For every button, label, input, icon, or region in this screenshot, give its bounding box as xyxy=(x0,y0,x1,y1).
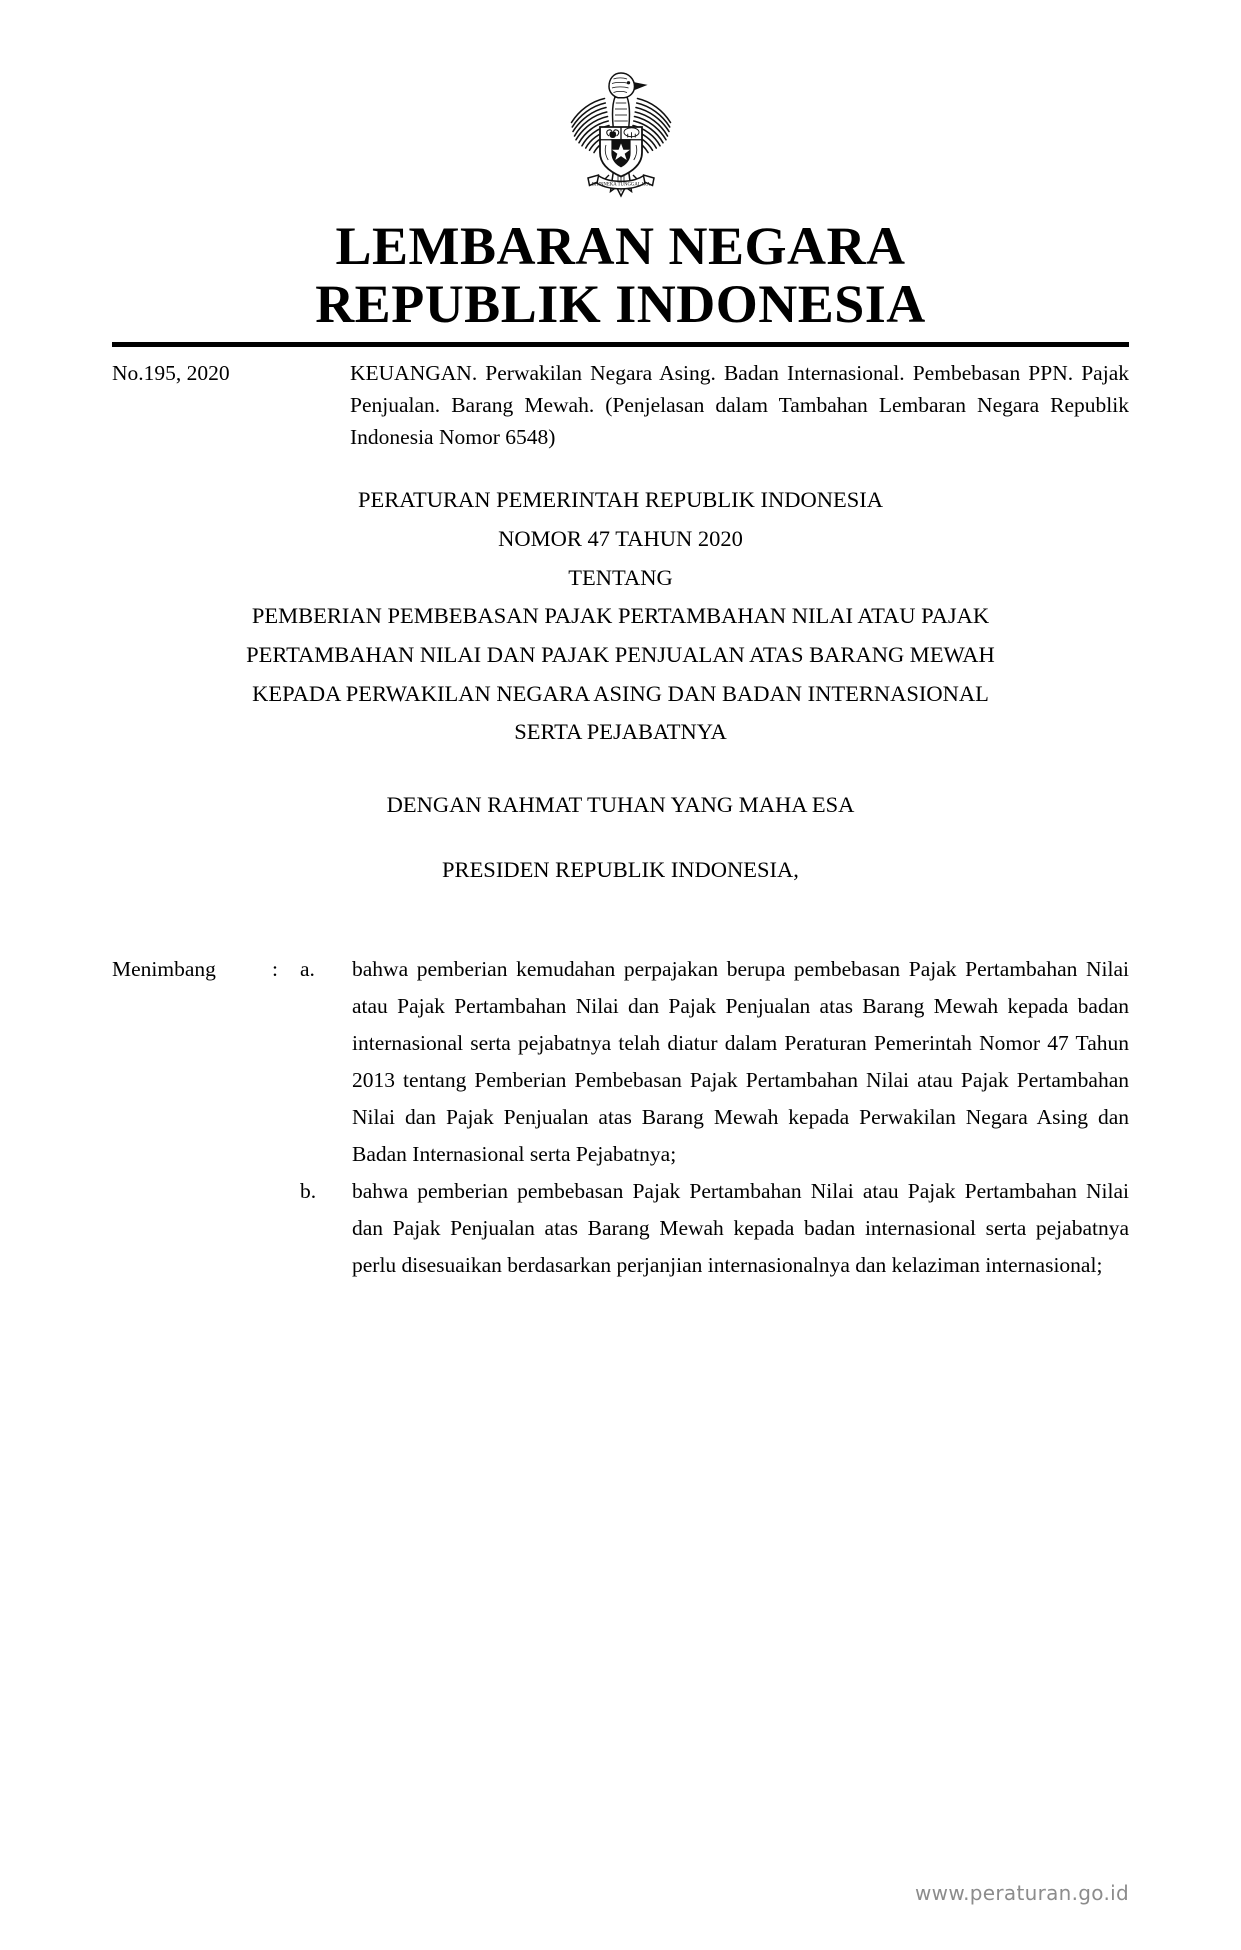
footer-watermark: www.peraturan.go.id xyxy=(915,1881,1129,1905)
list-item-text: bahwa pemberian kemudahan perpajakan berupa pembebasan Pajak Pertambahan Nilai atau Pajak Pertambahan Nilai dan Pajak Penjualan atas Barang Mewah kepada badan internasional serta pejabatnya telah diatur dalam Peraturan Pemerintah Nomor 47 Tahun 2013 tentang Pemberian Pembebasan Pajak Pertambahan Nilai atau Pajak Pertambahan Nilai dan Pajak Penjualan atas Barang Mewah kepada Perwakilan Negara Asing dan Badan Internasional serta Pejabatnya; xyxy=(352,957,1129,1167)
considerations-colon: : xyxy=(272,957,278,982)
svg-text:BHINNEKA TUNGGAL IKA: BHINNEKA TUNGGAL IKA xyxy=(591,182,650,188)
title-spacer-2 xyxy=(0,825,1241,851)
catalog-subjects xyxy=(350,357,1129,454)
list-item-body xyxy=(352,1173,1129,1284)
masthead-line-1: LEMBARAN NEGARA xyxy=(335,216,906,276)
president-line: PRESIDEN REPUBLIK INDONESIA, xyxy=(442,856,799,882)
list-item xyxy=(300,1173,1129,1284)
list-item xyxy=(300,951,1129,1173)
blessing-line: DENGAN RAHMAT TUHAN YANG MAHA ESA xyxy=(386,792,855,818)
garuda-pancasila-emblem xyxy=(546,58,696,208)
masthead-line-2: REPUBLIK INDONESIA xyxy=(315,273,926,334)
regulation-subject-line-3: KEPADA PERWAKILAN NEGARA ASING DAN BADAN INTERNASIONAL xyxy=(252,680,989,706)
regulation-number: NOMOR 47 TAHUN 2020 xyxy=(498,525,743,551)
regulation-subject-line-1: PEMBERIAN PEMBEBASAN PAJAK PERTAMBAHAN NILAI ATAU PAJAK xyxy=(251,603,990,629)
catalog-header xyxy=(0,347,1241,454)
considerations-label: Menimbang xyxy=(112,957,216,982)
considerations-section xyxy=(0,951,1241,1284)
emblem-container xyxy=(0,0,1241,208)
list-item-marker: b. xyxy=(300,1179,317,1204)
catalog-number: No.195, 2020 xyxy=(112,360,230,385)
regulation-subject-line-2: PERTAMBAHAN NILAI DAN PAJAK PENJUALAN ATAS BARANG MEWAH xyxy=(246,642,995,668)
regulation-subject-line-4: SERTA PEJABATNYA xyxy=(514,719,727,745)
regulation-about-label: TENTANG xyxy=(568,564,673,590)
considerations-items xyxy=(300,951,1129,1284)
regulation-authority: PERATURAN PEMERINTAH REPUBLIK INDONESIA xyxy=(357,487,884,513)
catalog-subjects-text: KEUANGAN. Perwakilan Negara Asing. Badan Internasional. Pembebasan PPN. Pajak Penjualan. Barang Mewah. (Penjelasan dalam Tambahan Lembaran Negara Republik Indonesia Nomor 6548) xyxy=(350,360,1129,450)
title-block xyxy=(0,481,1241,889)
list-item-body xyxy=(352,951,1129,1173)
title-spacer-1 xyxy=(0,752,1241,786)
masthead xyxy=(0,218,1241,334)
list-item-marker: a. xyxy=(300,957,315,982)
considerations-clause xyxy=(112,951,1129,1284)
list-item-text: bahwa pemberian pembebasan Pajak Pertambahan Nilai atau Pajak Pertambahan Nilai dan Pajak Penjualan atas Barang Mewah kepada badan internasional serta pejabatnya perlu disesuaikan berdasarkan perjanjian internasionalnya dan kelaziman internasional; xyxy=(352,1179,1129,1278)
pancasila-shield xyxy=(600,127,642,177)
